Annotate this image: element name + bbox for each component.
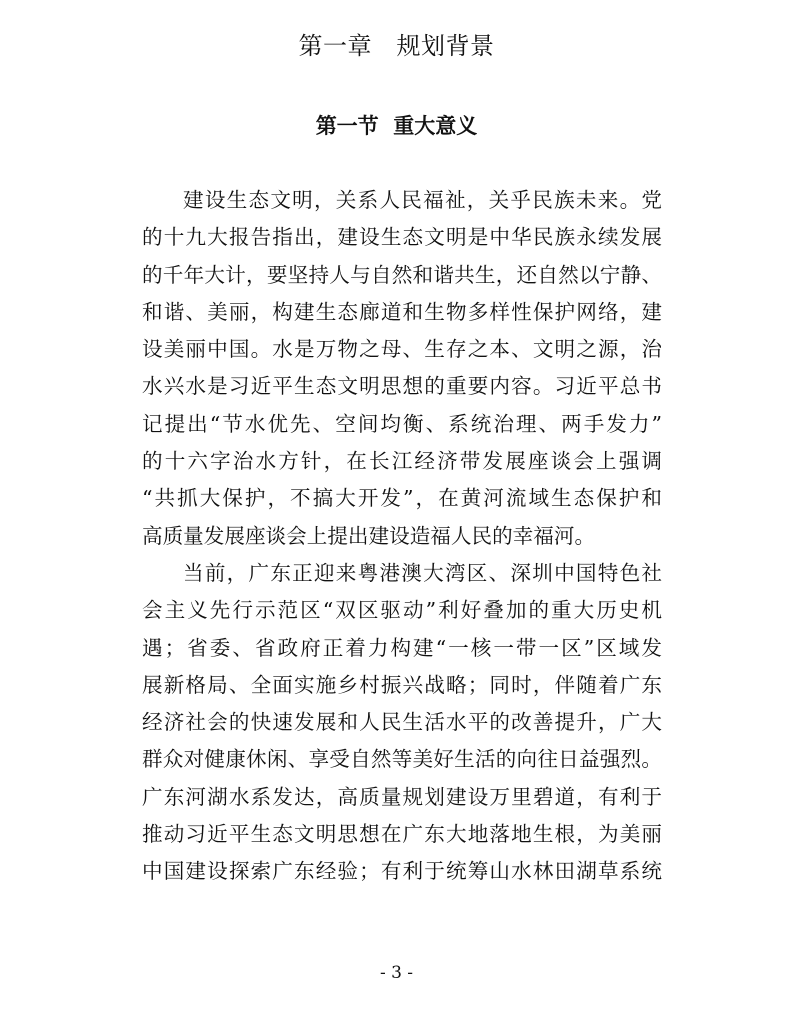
text-line: 的十九大报告指出，建设生态文明是中华民族永续发展 — [142, 225, 662, 250]
text-line: 的千年大计，要坚持人与自然和谐共生，还自然以宁静、 — [142, 262, 662, 287]
text-line: 中国建设探索广东经验；有利于统筹山水林田湖草系统 — [142, 859, 662, 884]
text-line: 记提出“节水优先、空间均衡、系统治理、两手发力” — [142, 411, 662, 436]
text-line: “共抓大保护，不搞大开发”，在黄河流域生态保护和 — [142, 486, 662, 511]
text-line: 高质量发展座谈会上提出建设造福人民的幸福河。 — [142, 523, 596, 548]
text-line: 广东河湖水系发达，高质量规划建设万里碧道，有利于 — [142, 784, 662, 809]
text-line: 设美丽中国。水是万物之母、生存之本、文明之源，治 — [142, 337, 662, 362]
page-number: - 3 - — [379, 963, 414, 983]
text-line: 建设生态文明，关系人民福祉，关乎民族未来。党 — [183, 188, 662, 212]
paragraph-2 — [142, 555, 662, 891]
text-line: 会主义先行示范区“双区驱动”利好叠加的重大历史机 — [142, 598, 662, 623]
text-line: 展新格局、全面实施乡村振兴战略；同时，伴随着广东 — [142, 672, 662, 697]
text-line: 和谐、美丽，构建生态廊道和生物多样性保护网络，建 — [142, 299, 662, 324]
text-line: 的十六字治水方针，在长江经济带发展座谈会上强调 — [142, 449, 662, 474]
text-line: 水兴水是习近平生态文明思想的重要内容。习近平总书 — [142, 374, 662, 399]
text-line: 遇；省委、省政府正着力构建“一核一带一区”区域发 — [142, 635, 662, 660]
paragraph-1 — [142, 182, 662, 555]
text-line: 群众对健康休闲、享受自然等美好生活的向往日益强烈。 — [142, 747, 662, 772]
text-line: 当前，广东正迎来粤港澳大湾区、深圳中国特色社 — [183, 560, 662, 585]
text-line: 经济社会的快速发展和人民生活水平的改善提升，广大 — [142, 710, 662, 735]
chapter-title: 第一章 规划背景 — [298, 32, 495, 60]
body-text — [142, 182, 662, 891]
text-line: 推动习近平生态文明思想在广东大地落地生根，为美丽 — [142, 822, 662, 847]
section-title: 第一节 重大意义 — [315, 114, 478, 138]
